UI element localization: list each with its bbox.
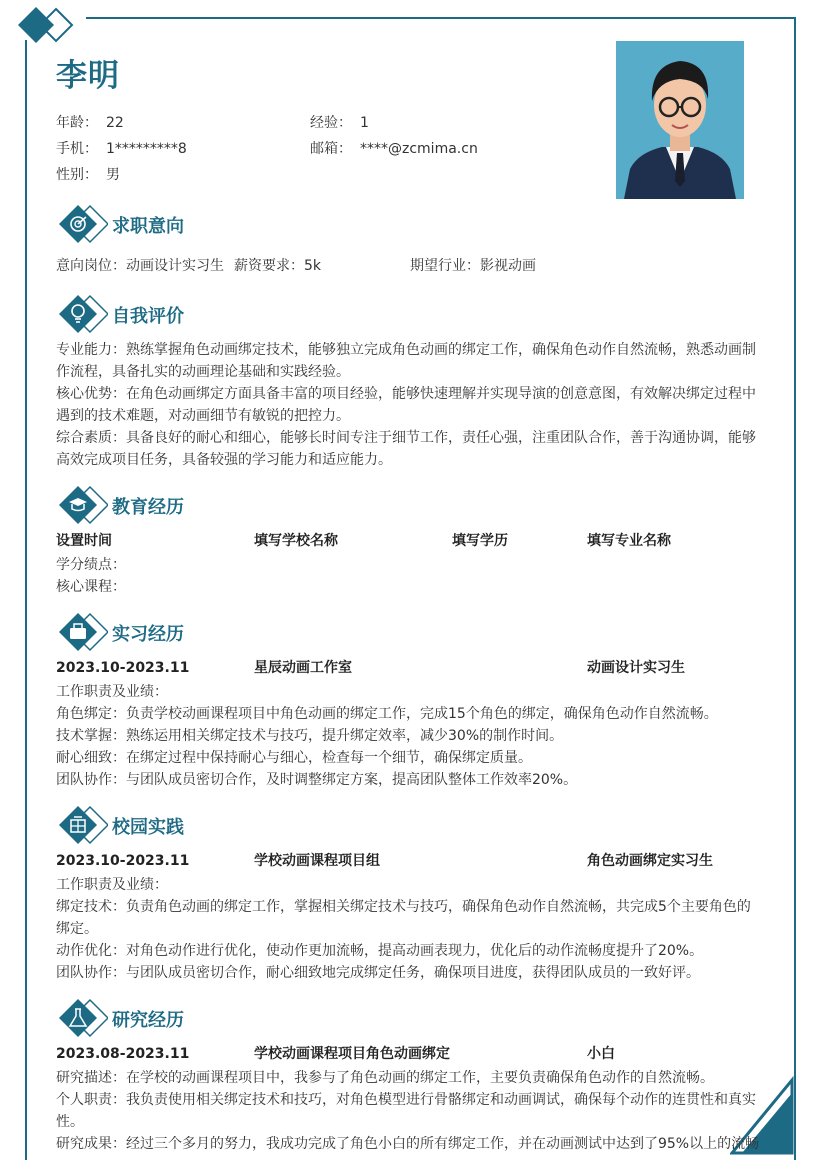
job-intent-row xyxy=(56,255,768,277)
frame-top-line xyxy=(86,17,796,19)
age-info xyxy=(56,112,124,132)
target-icon xyxy=(56,204,108,244)
campus-org: 学校动画课程项目组 xyxy=(254,853,380,869)
gender-label: 性别： xyxy=(56,167,98,183)
graduation-cap-icon xyxy=(56,485,108,525)
lightbulb-icon xyxy=(56,294,108,334)
education-degree: 填写学历 xyxy=(452,533,508,549)
email-label: 邮箱： xyxy=(310,141,352,157)
education-school: 填写学校名称 xyxy=(254,533,338,549)
research-line: 个人职责：我负责使用相关绑定技术和技巧，对角色模型进行骨骼绑定和动画调试，确保每个动作的连贯性和真实 xyxy=(56,1092,756,1108)
campus-line: 绑定。 xyxy=(56,921,98,937)
self-eval-line: 遇到的技术难题，对动画细节有敏锐的把控力。 xyxy=(56,408,350,424)
research-role: 小白 xyxy=(587,1046,615,1062)
internship-org: 星辰动画工作室 xyxy=(254,660,352,676)
education-row xyxy=(56,530,768,552)
education-gpa: 学分绩点： xyxy=(56,557,126,573)
section-internship-header xyxy=(56,612,776,652)
research-line: 研究描述：在学校的动画课程项目中，我参与了角色动画的绑定工作，主要负责确保角色动作的自然流畅。 xyxy=(56,1070,714,1086)
internship-line: 角色绑定：负责学校动画课程项目中角色动画的绑定工作，完成15个角色的绑定，确保角色动作自然流畅。 xyxy=(56,706,718,722)
experience-label: 经验： xyxy=(310,115,352,131)
frame-right-line xyxy=(794,17,796,1160)
briefcase-icon xyxy=(56,612,108,652)
campus-role: 角色动画绑定实习生 xyxy=(587,853,713,869)
phone-info xyxy=(56,138,187,158)
internship-line: 技术掌握：熟练运用相关绑定技术与技巧，提升绑定效率，减少30%的制作时间。 xyxy=(56,728,564,744)
education-major: 填写专业名称 xyxy=(587,533,671,549)
research-time: 2023.08-2023.11 xyxy=(56,1046,190,1062)
internship-role: 动画设计实习生 xyxy=(587,660,685,676)
email-info xyxy=(310,138,478,158)
research-org: 学校动画课程项目角色动画绑定 xyxy=(254,1046,450,1062)
research-row xyxy=(56,1043,768,1065)
flask-icon xyxy=(56,998,108,1038)
candidate-name: 李明 xyxy=(56,58,120,94)
campus-line: 动作优化：对角色动作进行优化，使动作更加流畅，提高动画表现力，优化后的动作流畅度提升了20%。 xyxy=(56,943,704,959)
section-title: 校园实践 xyxy=(112,817,184,838)
campus-row xyxy=(56,850,768,872)
intended-position: 意向岗位：动画设计实习生 xyxy=(56,258,224,274)
research-line: 性。 xyxy=(56,1114,84,1130)
age-value: 22 xyxy=(106,115,124,131)
corner-diamond-decoration xyxy=(10,5,90,45)
internship-row xyxy=(56,657,768,679)
section-title: 实习经历 xyxy=(112,624,184,645)
experience-value: 1 xyxy=(360,115,369,131)
profile-photo xyxy=(616,41,744,199)
education-time: 设置时间 xyxy=(56,533,112,549)
building-icon xyxy=(56,805,108,845)
email-value: ****@zcmima.cn xyxy=(360,141,478,157)
section-title: 自我评价 xyxy=(112,306,184,327)
internship-line: 耐心细致：在绑定过程中保持耐心与细心，检查每一个细节，确保绑定质量。 xyxy=(56,750,532,766)
internship-line: 工作职责及业绩： xyxy=(56,684,168,700)
internship-line: 团队协作：与团队成员密切合作，及时调整绑定方案，提高团队整体工作效率20%。 xyxy=(56,772,578,788)
self-eval-line: 高效完成项目任务，具备较强的学习能力和适应能力。 xyxy=(56,452,392,468)
section-title: 研究经历 xyxy=(112,1010,184,1031)
experience-info xyxy=(310,112,369,132)
age-label: 年龄： xyxy=(56,115,98,131)
phone-label: 手机： xyxy=(56,141,98,157)
expected-industry: 期望行业：影视动画 xyxy=(410,258,536,274)
section-campus-header xyxy=(56,805,776,845)
gender-value: 男 xyxy=(106,167,120,183)
self-eval-line: 核心优势：在角色动画绑定方面具备丰富的项目经验，能够快速理解并实现导演的创意意图，有效解决绑定过程中 xyxy=(56,386,756,402)
section-title: 教育经历 xyxy=(112,497,184,518)
section-research-header xyxy=(56,998,776,1038)
self-eval-line: 综合素质：具备良好的耐心和细心，能够长时间专注于细节工作，责任心强，注重团队合作，善于沟通协调，能够 xyxy=(56,430,756,446)
self-eval-line: 专业能力：熟练掌握角色动画绑定技术，能够独立完成角色动画的绑定工作，确保角色动作自然流畅，熟悉动画制 xyxy=(56,342,756,358)
campus-line: 团队协作：与团队成员密切合作，耐心细致地完成绑定任务，确保项目进度，获得团队成员的一致好评。 xyxy=(56,965,700,981)
gender-info xyxy=(56,164,120,184)
section-education-header xyxy=(56,485,776,525)
section-job-intent-header xyxy=(56,204,776,244)
campus-line: 工作职责及业绩： xyxy=(56,877,168,893)
section-title: 求职意向 xyxy=(112,216,184,237)
section-self-eval-header xyxy=(56,294,776,334)
research-line: 研究成果：经过三个多月的努力，我成功完成了角色小白的所有绑定工作，并在动画测试中达到了95%以上的流畅 xyxy=(56,1136,760,1152)
expected-salary: 薪资要求：5k xyxy=(234,258,322,274)
campus-time: 2023.10-2023.11 xyxy=(56,853,190,869)
campus-line: 绑定技术：负责角色动画的绑定工作，掌握相关绑定技术与技巧，确保角色动作自然流畅，共完成5个主要角色的 xyxy=(56,899,751,915)
frame-left-line xyxy=(25,40,27,1160)
phone-value: 1*********8 xyxy=(106,141,187,157)
self-eval-line: 作流程，具备扎实的动画理论基础和实践经验。 xyxy=(56,364,350,380)
education-courses: 核心课程： xyxy=(56,579,126,595)
internship-time: 2023.10-2023.11 xyxy=(56,660,190,676)
